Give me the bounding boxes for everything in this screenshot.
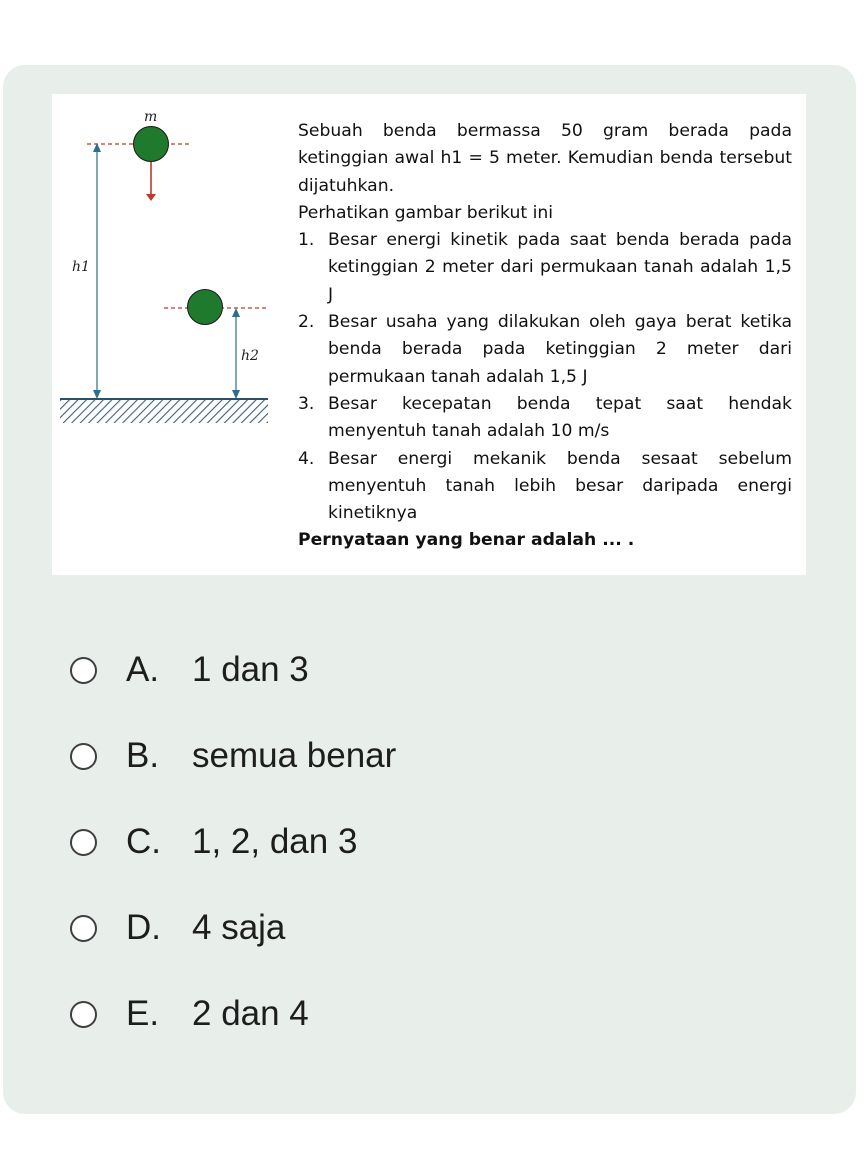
ball-lower [188, 290, 223, 325]
statement-number: 2. [298, 312, 315, 333]
option-text: 2 dan 4 [192, 994, 309, 1033]
mass-label: m [144, 109, 158, 125]
fall-arrow-head [146, 194, 156, 201]
option-c[interactable] [70, 822, 490, 862]
option-letter: A. [126, 650, 160, 689]
statement-list [298, 227, 792, 527]
statement-number: 4. [298, 448, 315, 469]
statement-text: Besar kecepatan benda tepat saat hendak menyentuh tanah adalah 10 m/s [328, 393, 792, 442]
ball-top [134, 127, 169, 162]
h2-arrow-bottom [232, 390, 240, 399]
statement-item [298, 227, 792, 309]
statement-text: Besar energi mekanik benda sesaat sebelum menyentuh tanah lebih besar daripada energi kinetiknya [328, 448, 792, 524]
option-d[interactable] [70, 908, 490, 948]
option-text: 1 dan 3 [192, 650, 309, 689]
statement-item [298, 391, 792, 446]
statement-number: 3. [298, 393, 315, 414]
option-a[interactable] [70, 650, 490, 690]
h2-label: h2 [241, 348, 259, 364]
free-fall-diagram [52, 94, 292, 434]
question-text [298, 118, 792, 555]
radio-button-e[interactable] [70, 1001, 97, 1028]
option-b[interactable] [70, 736, 490, 776]
option-letter: E. [126, 994, 160, 1033]
radio-button-b[interactable] [70, 743, 97, 770]
statement-text: Besar usaha yang dilakukan oleh gaya berat ketika benda berada pada ketinggian 2 meter dari permukaan tanah adalah 1,5 J [328, 312, 792, 387]
ground-hatch [60, 400, 268, 423]
option-letter: B. [126, 736, 160, 775]
option-letter: C. [126, 822, 161, 861]
option-letter: D. [126, 908, 161, 947]
radio-button-c[interactable] [70, 829, 97, 856]
option-text: semua benar [192, 736, 397, 775]
h1-label: h1 [72, 259, 90, 275]
question-intro: Sebuah benda bermassa 50 gram berada pada ketinggian awal h1 = 5 meter. Kemudian benda tersebut dijatuhkan. [298, 121, 792, 196]
option-text: 4 saja [192, 908, 286, 947]
statement-text: Besar energi kinetik pada saat benda berada pada ketinggian 2 meter dari permukaan tanah adalah 1,5 J [328, 230, 792, 305]
question-instruction: Perhatikan gambar berikut ini [298, 202, 554, 223]
h1-arrow-bottom [93, 390, 101, 399]
statement-item [298, 446, 792, 528]
option-text: 1, 2, dan 3 [192, 822, 358, 861]
option-e[interactable] [70, 994, 490, 1034]
radio-button-d[interactable] [70, 915, 97, 942]
h2-arrow-top [232, 308, 240, 317]
question-prompt: Pernyataan yang benar adalah ... . [298, 530, 635, 551]
question-panel [52, 94, 806, 575]
statement-number: 1. [298, 230, 315, 251]
radio-button-a[interactable] [70, 657, 97, 684]
statement-item [298, 309, 792, 391]
